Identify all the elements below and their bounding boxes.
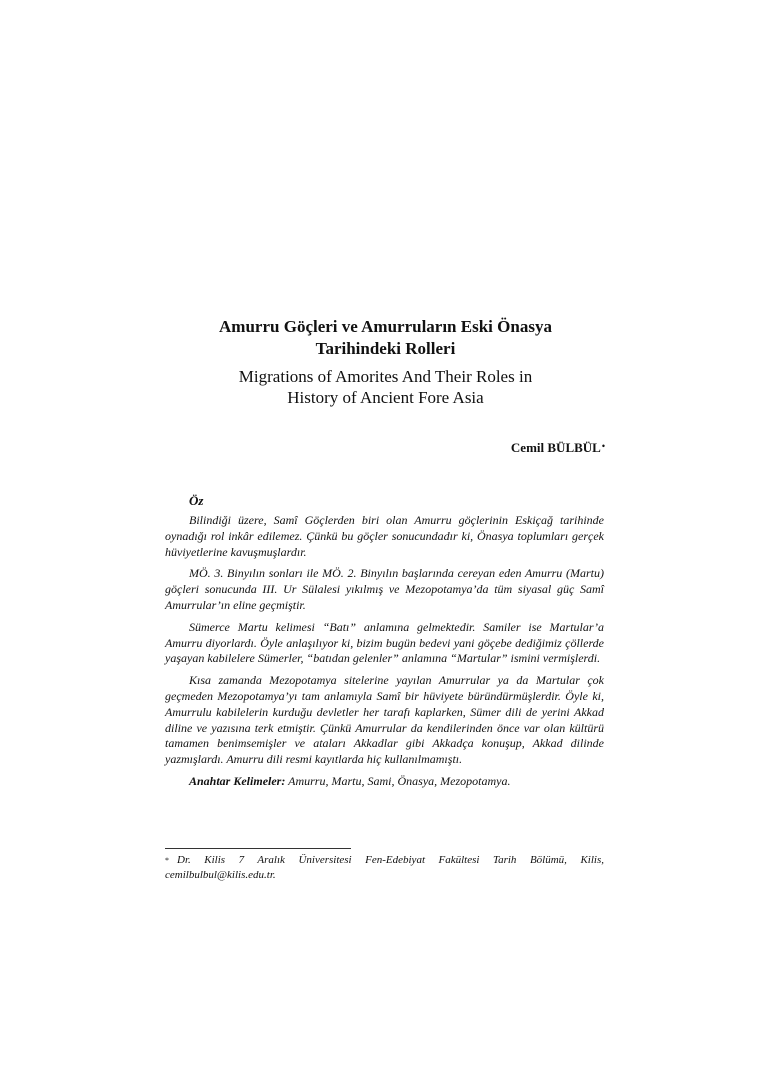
abstract-paragraph-1: Bilindiği üzere, Samî Göçlerden biri olan Amurru göçlerinin Eskiçağ tarihinde oynadığı rol inkâr edilemez. Çünkü bu göçler sonucundadır ki, Önasya toplumları gerçek hüviyetlerine kavuşmuşlardır. [165,513,604,559]
footnote-mark: * [165,856,169,865]
title-turkish-line-2: Tarihindeki Rolleri [315,339,456,358]
title-english-line-1: Migrations of Amorites And Their Roles in [238,367,533,386]
title-english [165,366,606,408]
author-footnote-mark: • [601,441,605,451]
abstract-paragraph-2: MÖ. 3. Binyılın sonları ile MÖ. 2. Binyılın başlarında cereyan eden Amurru (Martu) göçleri sonucunda III. Ur Sülalesi yıkılmış ve Mezopotamya’da tüm siyasal güç Samî Amurrular’ın eline geçmiştir. [165,566,604,612]
title-turkish [165,316,606,360]
footnote [165,853,604,883]
keywords-text: Amurru, Martu, Sami, Önasya, Mezopotamya. [288,773,511,788]
keywords-line [165,774,604,790]
abstract-body [165,513,604,796]
abstract-paragraph-4: Kısa zamanda Mezopotamya sitelerine yayılan Amurrular ya da Martular çok geçmeden Mezopotamya’yı tam anlamıyla Samî bir hüviyete büründürmüşlerdir. Öyle ki, Amurrulu kabilelerin kurduğu devletler her tarafı kaplarken, Sümer dili de yerini Akkad diline ve yazısına terk etmiştir. Çünkü Amurrular da kendilerinden önce var olan kültürü tamamen benimsemişler ve ataları Akkadlar gibi Akkadça konuşup, Akkad dilinde yazmışlardı. Amurru dili resmi kayıtlarda hiç kullanılmamıştı. [165,673,604,767]
footnote-text: Dr. Kilis 7 Aralık Üniversitesi Fen-Edebiyat Fakültesi Tarih Bölümü, Kilis, cemilbulbul@kilis.edu.tr. [165,854,604,881]
abstract-heading: Öz [189,493,204,508]
abstract-paragraph-3: Sümerce Martu kelimesi “Batı” anlamına gelmektedir. Samiler ise Martular’a Amurru diyorlardı. Öyle anlaşılıyor ki, bizim bugün bedevi yani göçebe dediğimiz çöllerde yaşayan kabilelere Sümerler, “batıdan gelenler” anlamına “Martular” ismini vermişlerdi. [165,619,604,666]
title-turkish-line-1: Amurru Göçleri ve Amurruların Eski Önasya [219,317,552,336]
footnote-divider [165,848,351,849]
author-byline [511,440,605,456]
title-english-line-2: History of Ancient Fore Asia [287,388,484,407]
author-name: Cemil BÜLBÜL [510,440,601,455]
keywords-label: Anahtar Kelimeler: [189,773,286,788]
